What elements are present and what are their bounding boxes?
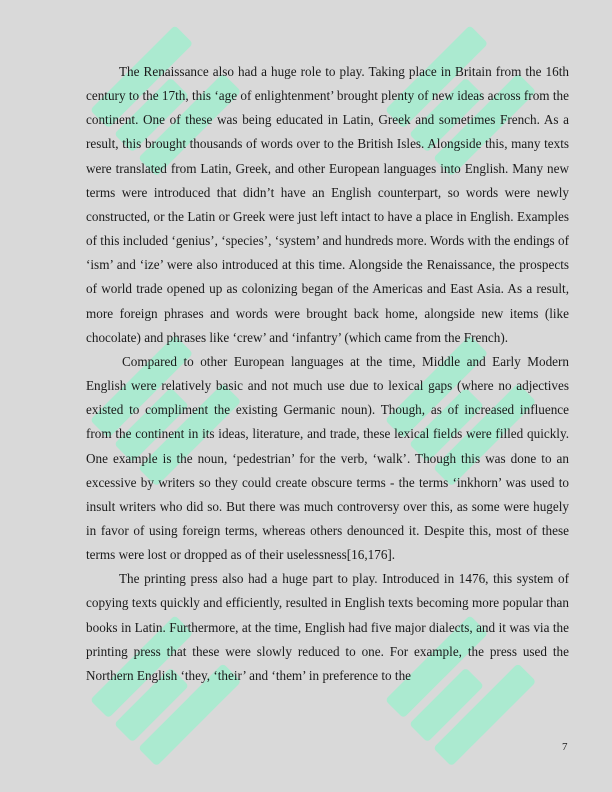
body-text [86,60,569,688]
paragraph-renaissance: The Renaissance also had a huge role to play. Taking place in Britain from the 16th century to the 17th, this ‘age of enlightenment’ brought plenty of new ideas across from the continent. One of these was being educated in Latin, Greek and sometimes French. As a result, this brought thousands of words over to the British Isles. Alongside this, many texts were translated from Latin, Greek, and other European languages into English. Many new terms were introduced that didn’t have an English counterpart, so words were newly constructed, or the Latin or Greek were just left intact to have a place in English. Examples of this included ‘genius’, ‘species’, ‘system’ and hundreds more. Words with the endings of ‘ism’ and ‘ize’ were also introduced at this time. Alongside the Renaissance, the prospects of world trade opened up as colonizing began of the Americas and East Asia. As a result, more foreign phrases and words were brought back home, alongside new items (like chocolate) and phrases like ‘crew’ and ‘infantry’ (which came from the French). [86,64,569,345]
page-number: 7 [562,741,568,753]
paragraph-lexical-gaps: Compared to other European languages at the time, Middle and Early Modern English were relatively basic and not much use due to lexical gaps (where no adjectives existed to compliment the existing Germanic noun). Though, as of increased influence from the continent in its ideas, literature, and trade, these lexical fields were filled quickly. One example is the noun, ‘pedestrian’ for the verb, ‘walk’. Though this was done to an excessive by writers so they could create obscure terms - the terms ‘inkhorn’ was used to insult writers who did so. But there was much controversy over this, as some were hugely in favor of using foreign terms, whereas others denounced it. Despite this, most of these terms were lost or dropped as of their uselessness[16,176]. [86,353,569,563]
paragraph-printing-press: The printing press also had a huge part to play. Introduced in 1476, this system of copying texts quickly and efficiently, resulted in English texts becoming more popular than books in Latin. Furthermore, at the time, English had five major dialects, and it was via the printing press that these were slowly reduced to one. For example, the press used the Northern English ‘they, ‘their’ and ‘them’ in preference to the [86,571,569,683]
